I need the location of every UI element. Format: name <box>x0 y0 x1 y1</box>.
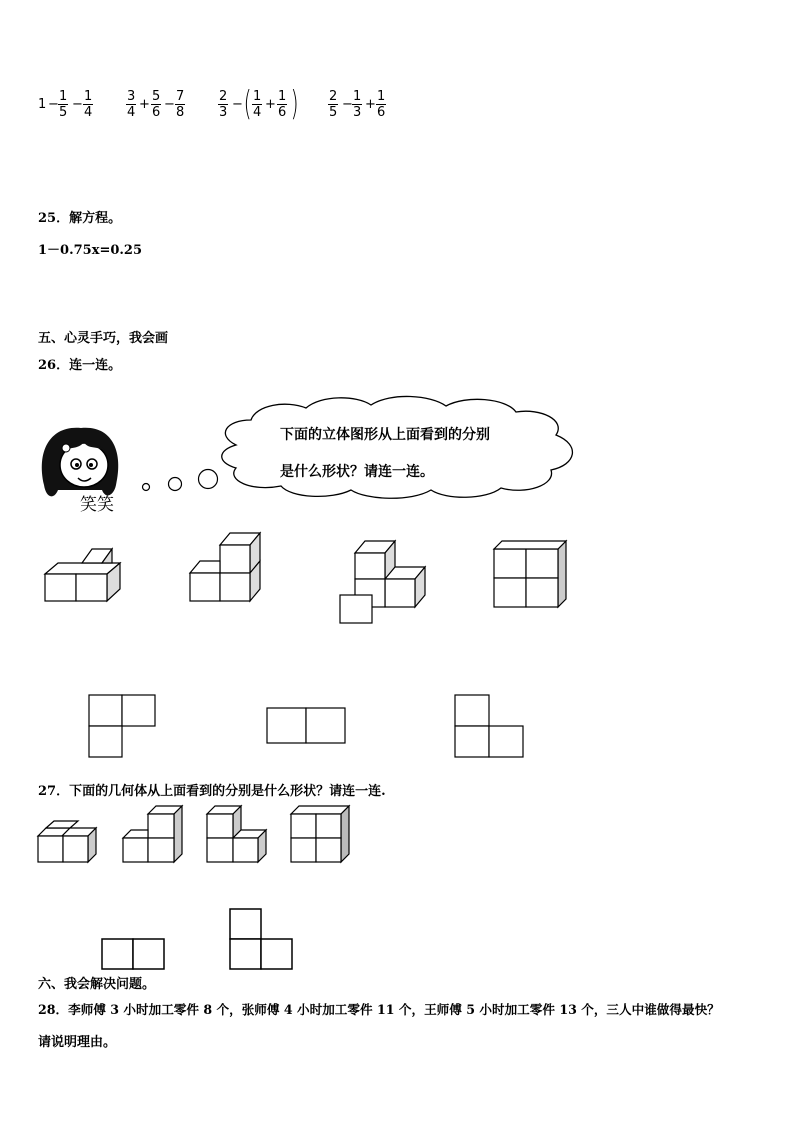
q26-view-1 <box>89 695 155 757</box>
expr1-whole: 1 <box>38 97 47 112</box>
q25-equation: 1－0.75x=0.25 <box>38 243 143 258</box>
expr1-op2: − <box>72 97 83 112</box>
q26-view-3 <box>455 695 523 757</box>
q28-line2: 请说明理由。 <box>38 1035 117 1050</box>
section6-title: 六、我会解决问题。 <box>38 977 156 992</box>
expr2-frac1: $\frac{3}{4}$ <box>127 89 136 120</box>
expr1-op1: − <box>48 97 59 112</box>
expr2-op1: + <box>139 97 150 112</box>
expr1-frac2: $\frac{1}{4}$ <box>84 89 93 120</box>
q27-view-2 <box>230 909 292 969</box>
q27-top-views <box>0 905 794 975</box>
expr3-op2: + <box>265 97 276 112</box>
section5-title: 五、心灵手巧，我会画 <box>38 331 169 346</box>
expr4-op2: + <box>365 97 376 112</box>
expr3-rparen: ) <box>290 84 299 124</box>
expr3-frac2: $\frac{1}{4}$ <box>253 89 262 120</box>
girl-figure <box>42 428 118 497</box>
q26-solid-1 <box>45 549 120 601</box>
q26-view-2 <box>267 708 345 743</box>
expr4-op1: − <box>342 97 353 112</box>
expr3-frac3: $\frac{1}{6}$ <box>278 89 287 120</box>
expr2-frac3: $\frac{7}{8}$ <box>176 89 185 120</box>
q25-title: 25．解方程。 <box>38 211 122 226</box>
q26-solid-4 <box>494 541 566 607</box>
expr3-lparen: ( <box>243 84 252 124</box>
q26-title: 26．连一连。 <box>38 358 122 373</box>
expr2-frac2: $\frac{5}{6}$ <box>152 89 161 120</box>
q28-line1: 28．李师傅 3 小时加工零件 8 个，张师傅 4 小时加工零件 11 个，王师傅 5 小时加工零件 13 个，三人中谁做得最快？ <box>38 1002 720 1017</box>
q27-solid-2 <box>123 806 182 862</box>
expr4-frac1: $\frac{2}{5}$ <box>329 89 338 120</box>
expr2-op2: − <box>164 97 175 112</box>
expr3-op1: − <box>232 97 243 112</box>
q26-top-views <box>0 690 794 760</box>
expr3-frac1: $\frac{2}{3}$ <box>219 89 228 120</box>
q27-solids <box>0 800 794 870</box>
q27-solid-3 <box>207 806 266 862</box>
q26-solid-2 <box>190 533 260 601</box>
thought-cloud <box>222 396 573 498</box>
q26-solid-3 <box>340 541 425 623</box>
q26-illustration <box>36 390 596 520</box>
expr4-frac2: $\frac{1}{3}$ <box>353 89 362 120</box>
q26-solids <box>0 525 794 635</box>
q27-title: 27．下面的几何体从上面看到的分别是什么形状？请连一连. <box>38 784 386 799</box>
q27-solid-1 <box>38 821 96 862</box>
q27-solid-4 <box>291 806 349 862</box>
cloud-text-line2: 是什么形状？请连一连。 <box>280 464 434 480</box>
expr1-frac1: $\frac{1}{5}$ <box>59 89 68 120</box>
cloud-text-line1: 下面的立体图形从上面看到的分别 <box>280 427 490 443</box>
girl-label: 笑笑 <box>80 495 114 515</box>
expr4-frac3: $\frac{1}{6}$ <box>377 89 386 120</box>
q27-view-1 <box>102 939 164 969</box>
